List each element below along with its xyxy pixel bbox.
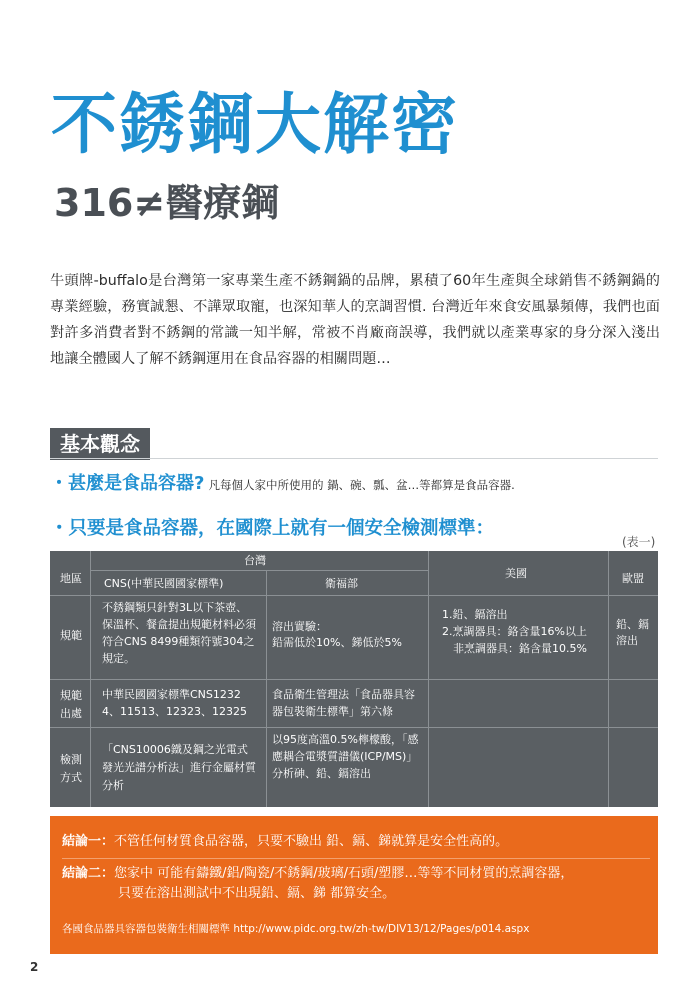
bullet-icon: ・ [50,473,68,494]
page-number: 2 [30,960,39,974]
header-taiwan: 台灣 [244,554,266,567]
reference-link-text: 各國食品器具容器包裝衛生相關標準 http://www.pidc.org.tw/zh-tw/DIV13/12/Pages/p014.aspx [62,923,530,935]
row-source-label-line: 規範 [60,689,82,702]
row-spec-us-line: 2.烹調器具：鉻含量16%以上 [442,625,587,638]
conclusion-1-label: 結論一： [62,834,115,849]
page-subtitle: 316≠醫療鋼 [54,181,280,225]
section-divider [50,458,658,459]
row-spec-us [442,606,587,657]
row-spec-us-line: 1.鉛、鎘溶出 [442,608,508,621]
question-2-text: 只要是食品容器，在國際上就有一個安全檢測標準： [68,518,495,539]
row-spec-cns: 不銹鋼類只針對3L以下茶壺、保溫杯、餐盒提出規範材料必須符合CNS 8499種類符號304之規定。 [102,601,256,665]
question-1 [50,470,515,499]
page-title: 不銹鋼大解密 [51,86,459,163]
row-method-label-line: 方式 [60,771,82,784]
answer-1-text: 凡每個人家中所使用的 鍋、碗、瓢、盆…等都算是食品容器. [208,478,515,492]
row-method-cns: 「CNS10006鐵及鋼之光電式發光光譜分析法」進行金屬材質分析 [102,743,256,792]
row-spec-label: 規範 [60,629,82,642]
header-health-ministry: 衛福部 [325,577,358,590]
section-title: 基本觀念 [50,428,150,460]
row-spec-us-line: 非烹調器具：鉻含量10.5% [453,642,587,655]
header-us: 美國 [505,567,527,580]
question-1-text: 甚麼是食品容器? [68,473,205,494]
question-2 [50,515,494,543]
header-cns: CNS(中華民國國家標準) [104,577,224,590]
row-method-health: 以95度高溫0.5%檸檬酸，「感應耦合電漿質譜儀(ICP/MS)」分析砷、鉛、鎘溶出 [272,733,419,780]
row-spec-health-line: 溶出實驗： [272,620,327,633]
conclusion-divider [62,858,650,859]
header-region: 地區 [60,572,82,585]
conclusion-box [50,816,658,954]
row-method-label [60,751,82,787]
row-spec-health [272,619,402,651]
row-spec-eu: 鉛、鎘溶出 [616,618,649,647]
row-source-label-line: 出處 [60,707,82,720]
header-eu: 歐盟 [622,572,644,585]
conclusion-1 [62,832,508,852]
bullet-icon: ・ [50,518,69,539]
row-source-cns: 中華民國國家標準CNS12324、11513、12323、12325 [102,688,247,718]
table-note: (表一) [622,535,656,549]
standards-table [50,551,658,807]
conclusion-2-continued: 只要在溶出測試中不出現鉛、鎘、銻 都算安全。 [118,886,396,901]
row-source-label [60,687,82,723]
conclusion-2-text: 您家中 可能有鑄鐵/鋁/陶瓷/不銹鋼/玻璃/石頭/塑膠…等等不同材質的烹調容器， [114,866,574,881]
conclusion-1-text: 不管任何材質食品容器，只要不驗出 鉛、鎘、銻就算是安全性高的。 [114,834,509,849]
intro-paragraph: 牛頭牌-buffalo是台灣第一家專業生產不銹鋼鍋的品牌，累積了60年生產與全球銷售不銹鋼鍋的專業經驗，務實誠懇、不譁眾取寵，也深知華人的烹調習慣. 台灣近年來食安風暴頻傳，我們也面對許多消費者對不銹鋼的常識一知半解，常被不肖廠商誤導，我們就以產業專家的身分深入淺出地讓全體國人了解不銹鋼運用在食品容器的相關問題… [50,273,660,367]
conclusion-2-label: 結論二： [62,866,115,881]
row-source-health: 食品衛生管理法「食品器具容器包裝衛生標準」第六條 [272,688,415,718]
conclusion-2 [62,864,573,884]
row-method-label-line: 檢測 [60,753,82,766]
row-spec-health-line: 鉛需低於10%、銻低於5% [272,636,402,649]
